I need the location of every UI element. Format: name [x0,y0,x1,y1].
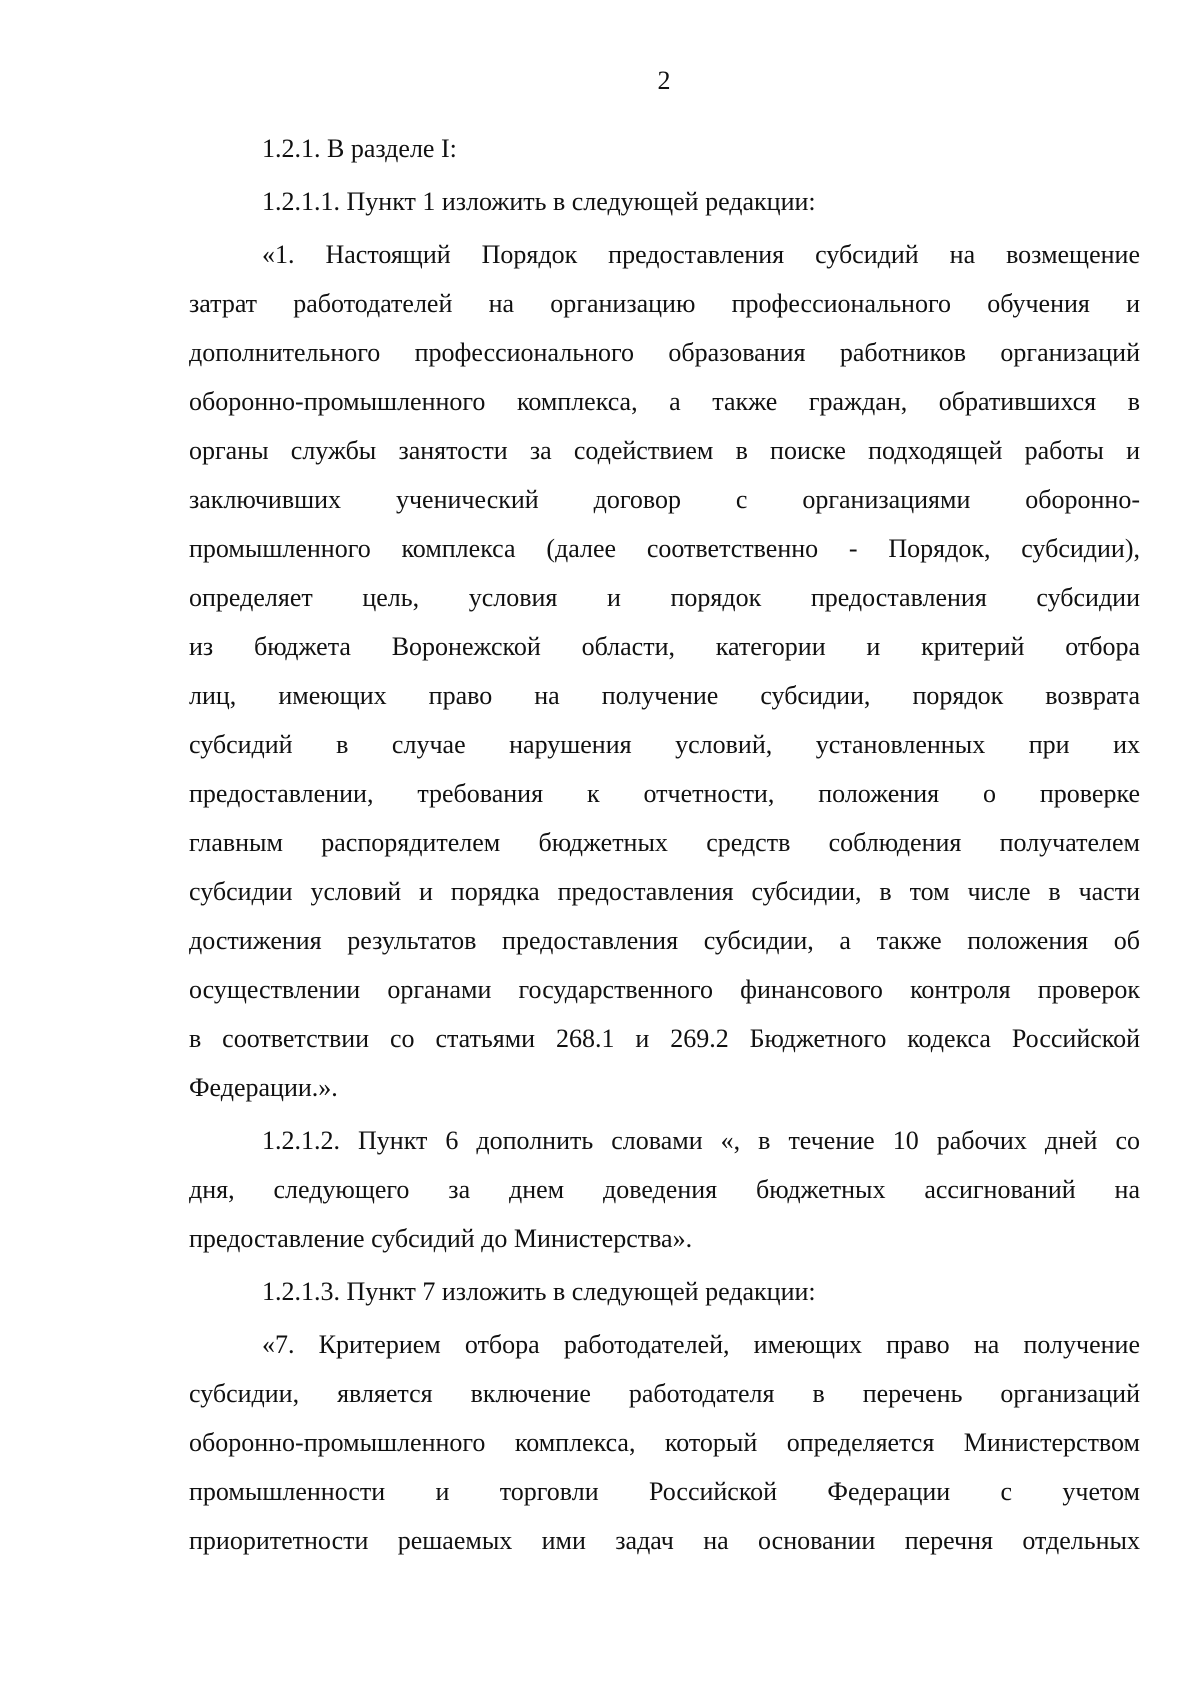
paragraph [189,1320,1140,1565]
text-line: субсидии условий и порядка предоставления субсидии, в том числе в части [189,877,1140,906]
text-line: дня, следующего за днем доведения бюджетных ассигнований на [189,1175,1140,1204]
text-line: лиц, имеющих право на получение субсидии, порядок возврата [189,681,1140,710]
text-line: 1.2.1.1. Пункт 1 изложить в следующей редакции: [262,187,816,216]
text-line: из бюджета Воронежской области, категории и критерий отбора [189,632,1140,661]
text-line: в соответствии со статьями 268.1 и 269.2 Бюджетного кодекса Российской [189,1024,1140,1053]
text-line: осуществлении органами государственного финансового контроля проверок [189,975,1140,1004]
text-line: субсидий в случае нарушения условий, установленных при их [189,730,1140,759]
text-line: промышленности и торговли Российской Федерации с учетом [189,1477,1140,1506]
text-line: главным распорядителем бюджетных средств соблюдения получателем [189,828,1140,857]
text-line: оборонно-промышленного комплекса, который определяется Министерством [189,1428,1140,1457]
text-line: «7. Критерием отбора работодателей, имеющих право на получение [262,1330,1140,1359]
paragraph [189,1267,1140,1316]
page-number: 2 [657,66,671,95]
text-line: органы службы занятости за содействием в поиске подходящей работы и [189,436,1140,465]
text-line: 1.2.1. В разделе I: [262,134,457,163]
text-line: Федерации.». [189,1073,338,1102]
text-line: 1.2.1.2. Пункт 6 дополнить словами «, в течение 10 рабочих дней со [262,1126,1140,1155]
text-line: предоставление субсидий до Министерства». [189,1224,693,1253]
text-line: промышленного комплекса (далее соответственно - Порядок, субсидии), [189,534,1140,563]
text-line: субсидии, является включение работодателя в перечень организаций [189,1379,1140,1408]
text-line: дополнительного профессионального образования работников организаций [189,338,1140,367]
text-line: 1.2.1.3. Пункт 7 изложить в следующей редакции: [262,1277,816,1306]
text-line: предоставлении, требования к отчетности, положения о проверке [189,779,1140,808]
paragraph [189,124,1140,173]
text-line: приоритетности решаемых ими задач на основании перечня отдельных [189,1526,1140,1555]
text-line: заключивших ученический договор с организациями оборонно- [189,485,1140,514]
text-line: затрат работодателей на организацию профессионального обучения и [189,289,1140,318]
paragraph [189,177,1140,226]
paragraph [189,1116,1140,1263]
text-line: оборонно-промышленного комплекса, а также граждан, обратившихся в [189,387,1140,416]
text-line: «1. Настоящий Порядок предоставления субсидий на возмещение [262,240,1140,269]
text-line: достижения результатов предоставления субсидии, а также положения об [189,926,1140,955]
text-line: определяет цель, условия и порядок предоставления субсидии [189,583,1140,612]
document-body [189,124,1140,1569]
paragraph [189,230,1140,1112]
